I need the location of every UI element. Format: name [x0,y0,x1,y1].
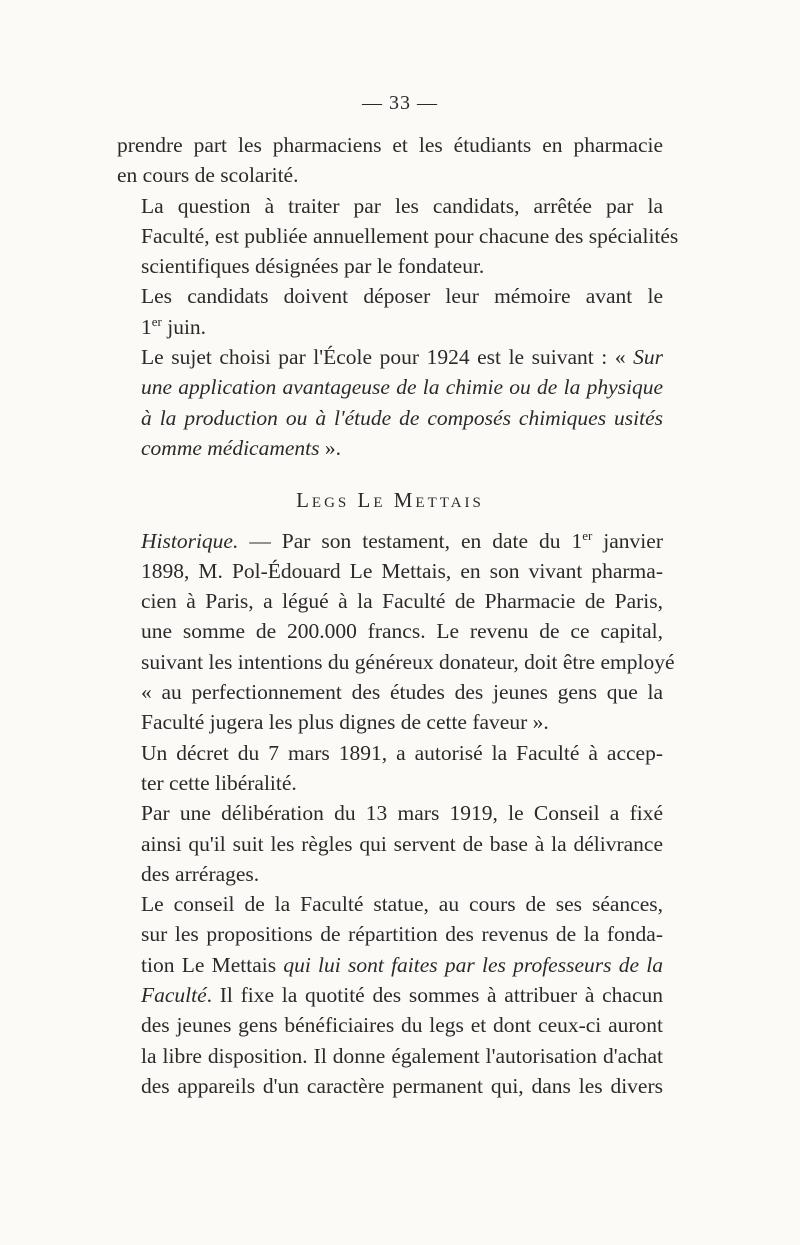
paragraph [117,798,663,889]
text-line: la libre disposition. Il donne également l'autorisation d'achat [141,1043,663,1068]
paragraph [117,191,679,282]
text-line [117,433,663,463]
line-text: tion Le Mettais [141,952,284,977]
text-line: ainsi qu'il suit les règles qui servent de base à la délivrance [141,831,663,856]
italic-line: une application avantageuse de la chimie ou de la physique [141,375,663,400]
text-line [117,526,663,556]
text-line: une somme de 200.000 francs. Le revenu de ce capital, [141,619,663,644]
text-line: cien à Paris, a légué à la Faculté de Pharmacie de Paris, [141,589,663,614]
text-line: des arrérages. [141,861,260,886]
text-line: scientifiques désignées par le fondateur. [141,254,485,279]
italic-text: Faculté [141,983,207,1008]
text-line [117,950,663,980]
line-text: — Par son testament, en date du [238,528,572,553]
text-line [117,342,663,372]
line-text: Le sujet choisi par l'École pour 1924 est le suivant : « [141,345,634,370]
italic-text: Sur [633,345,663,370]
text-line [117,312,663,342]
paragraph [117,738,663,799]
text-line: Un décret du 7 mars 1891, a autorisé la Faculté à accep- [141,740,663,765]
line-text: janvier [592,528,663,553]
text-line: des appareils d'un caractère permanent qui, dans les divers [141,1073,663,1098]
date-number: 1 [571,528,583,553]
paragraph [117,281,663,342]
date-number: 1 [141,314,152,339]
text-line: Faculté, est publiée annuellement pour chacune des spécialités [141,223,679,248]
text-line [117,980,663,1010]
text-line: 1898, M. Pol-Édouard Le Mettais, en son vivant pharma- [141,558,663,583]
italic-text: Historique. [141,528,239,553]
paragraph [117,130,663,191]
text-line: ter cette libéralité. [141,770,297,795]
text-line: Le conseil de la Faculté statue, au cours de ses séances, [141,892,663,917]
text-line: sur les propositions de répartition des revenus de la fonda- [141,922,663,947]
text-line: Faculté jugera les plus dignes de cette faveur ». [141,710,549,735]
text-line: Les candidats doivent déposer leur mémoire avant le [141,284,663,309]
section-heading: Legs Le Mettais [296,488,484,513]
paragraph [117,889,663,1101]
text-line: Par une délibération du 13 mars 1919, le Conseil a fixé [141,801,663,826]
date-rest: juin. [161,314,207,339]
paragraph [117,526,675,738]
text-line: suivant les intentions du généreux donateur, doit être employé [141,649,675,674]
paragraph [117,342,663,463]
text-line: en cours de scolarité. [117,163,299,188]
text-line: « au perfectionnement des études des jeunes gens que la [141,680,663,705]
page-number: — 33 — [362,92,438,114]
italic-text: comme médicaments [141,435,320,460]
text-line: La question à traiter par les candidats, arrêtée par la [141,193,663,218]
line-text: . Il fixe la quotité des sommes à attribuer à chacun [206,983,663,1008]
ordinal-suffix: er [151,313,162,329]
text-line: des jeunes gens bénéficiaires du legs et dont ceux-ci auront [141,1013,663,1038]
ordinal-suffix: er [582,527,593,543]
body-text [117,130,679,1101]
italic-text: qui lui sont faites par les professeurs de la [283,952,663,977]
text-line: prendre part les pharmaciens et les étudiants en pharmacie [117,133,663,157]
italic-line: à la production ou à l'étude de composés chimiques usités [141,405,663,430]
line-text: ». [319,435,342,460]
